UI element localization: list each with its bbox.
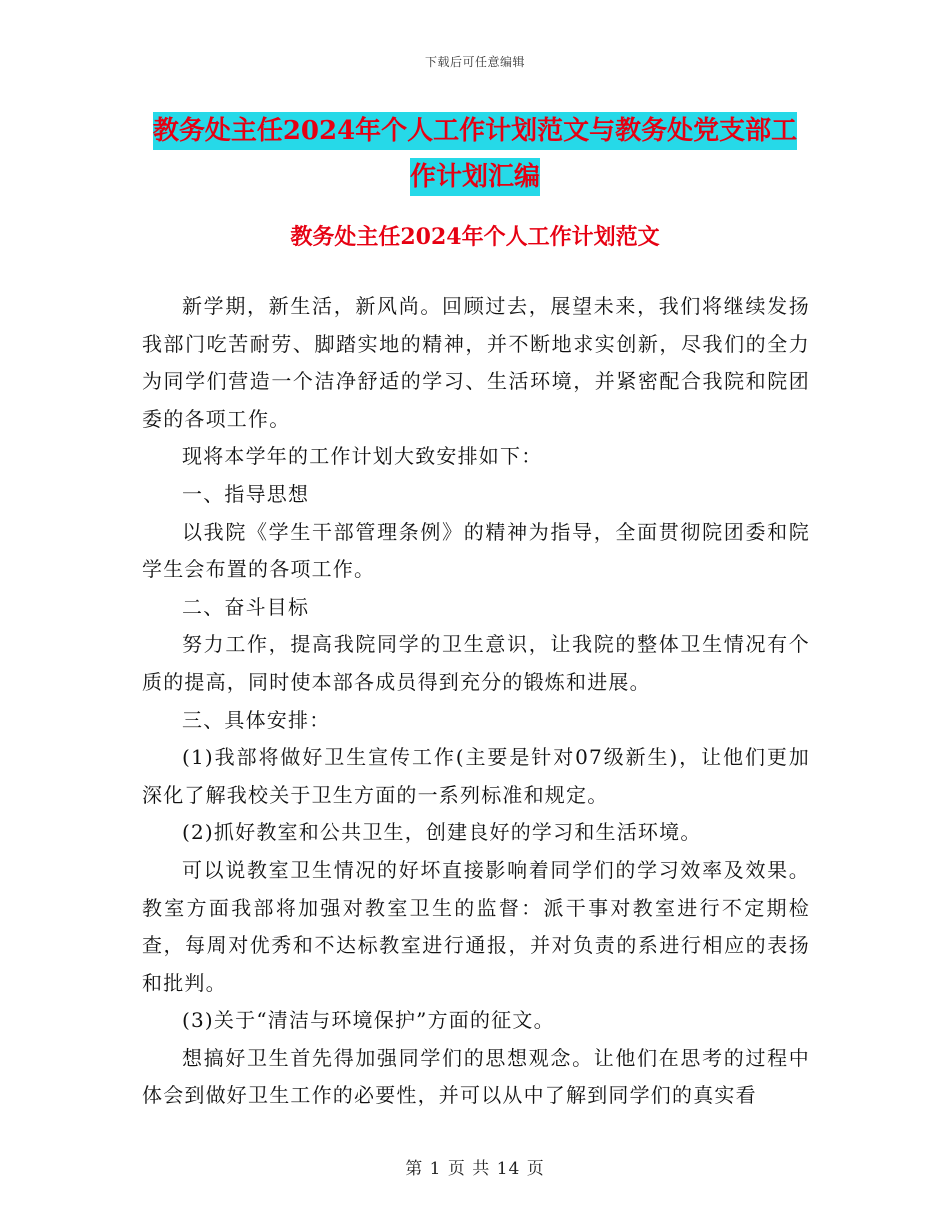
document-title	[140, 108, 810, 200]
body-paragraph: 努力工作，提高我院同学的卫生意识，让我院的整体卫生情况有个质的提高，同时使本部各成员得到充分的锻炼和进展。	[142, 632, 810, 694]
body-paragraph: 以我院《学生干部管理条例》的精神为指导，全面贯彻院团委和院学生会布置的各项工作。	[142, 519, 810, 582]
body-paragraph: (1)我部将做好卫生宣传工作(主要是针对07级新生)，让他们更加深化了解我校关于卫生方面的一系列标准和规定。	[142, 745, 810, 807]
body-paragraph: 现将本学年的工作计划大致安排如下：	[182, 444, 543, 469]
section-title: 教务处主任2024年个人工作计划范文	[290, 224, 660, 250]
body-paragraph: 可以说教室卫生情况的好坏直接影响着同学们的学习效率及效果。教室方面我部将加强对教室卫生的监督：派干事对教室进行不定期检查，每周对优秀和不达标教室进行通报，并对负责的系进行相应的表扬和批判。	[142, 857, 810, 995]
heading-guiding-ideology: 一、指导思想	[182, 481, 310, 506]
document-title-text: 教务处主任2024年个人工作计划范文与教务处党支部工作计划汇编	[153, 112, 797, 196]
body-paragraph: 新学期，新生活，新风尚。回顾过去，展望未来，我们将继续发扬我部门吃苦耐劳、脚踏实地的精神，并不断地求实创新，尽我们的全力为同学们营造一个洁净舒适的学习、生活环境，并紧密配合我院和院团委的各项工作。	[142, 294, 810, 431]
document-body	[142, 288, 810, 1115]
page-number-footer: 第 1 页 共 14 页	[405, 1159, 545, 1179]
body-paragraph: 想搞好卫生首先得加强同学们的思想观念。让他们在思考的过程中体会到做好卫生工作的必要性，并可以从中了解到同学们的真实看	[142, 1045, 810, 1108]
body-paragraph: (2)抓好教室和公共卫生，创建良好的学习和生活环境。	[182, 820, 702, 845]
heading-goals: 二、奋斗目标	[182, 594, 310, 619]
body-paragraph: (3)关于“清洁与环境保护”方面的征文。	[182, 1008, 555, 1033]
heading-arrangements: 三、具体安排：	[182, 707, 331, 732]
page-header-note: 下载后可任意编辑	[424, 55, 525, 69]
